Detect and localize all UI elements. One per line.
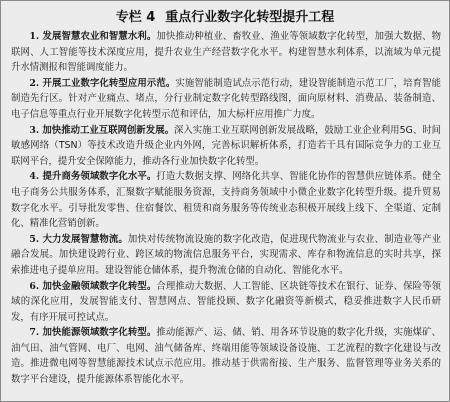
item-text: 推动能源产、运、储、销、用各环节设施的数字化升级，实施煤矿、油气田、油气管网、电厂、电网、油气储备库、终端用能等领域设备设施、工艺流程的数字化建设与改造。推进微电网等智慧能源技术试点示范应用。推动基于供需衔接、生产服务、监督管理等业务关系的数字平台建设，提升能源体系智能化水平。 — [11, 327, 441, 386]
item-text: 深入实施工业互联网创新发展战略，鼓励工业企业利用5G、时间敏感网络（TSN）等技术改造升级企业内外网，完善标识解析体系，打造若干具有国际竞争力的工业互联网平台，提升安全保障能力，推动各行业加快数字化转型。 — [11, 124, 441, 167]
item-lead: 1. 发展智慧农业和智慧水利。 — [29, 31, 157, 42]
list-item — [11, 169, 441, 231]
column-label: 专栏 4 — [115, 9, 156, 25]
item-text: 加快推动种植业、畜牧业、渔业等领域数字化转型，加强大数据、物联网、人工智能等技术深度应用，提升农业生产经营数字化水平。构建智慧水利体系，以流域为单元提升水情测报和智能调度能力。 — [11, 31, 441, 74]
list-item — [11, 279, 441, 326]
item-lead: 7. 加快能源领域数字化转型。 — [29, 327, 157, 339]
item-lead: 6. 加快金融领域数字化转型。 — [29, 280, 157, 292]
item-lead: 4. 提升商务领域数字化水平。 — [29, 171, 157, 183]
list-item — [11, 76, 441, 123]
item-text: 实施智能制造试点示范行动，建设智能制造示范工厂，培育智能制造先行区。针对产业痛点、堵点，分行业制定数字化转型路线图，面向原材料、消费品、装备制造、电子信息等重点行业开展数字化转型示范和评估，加大标杆应用推广力度。 — [11, 77, 441, 120]
item-lead: 2. 开展工业数字化转型应用示范。 — [29, 77, 176, 89]
panel-title: 重点行业数字化转型提升工程 — [165, 9, 335, 25]
item-list — [11, 29, 441, 388]
panel-header — [1, 1, 449, 29]
list-item — [11, 123, 441, 170]
item-text: 加快对传统物流设施的数字化改造，促进现代物流业与农业、制造业等产业融合发展。加快建设跨行业、跨区域的物流信息服务平台，实现需求、库存和物流信息的实时共享，探索推进电子提单应用。建设智能仓储体系，提升物流仓储的自动化、智能化水平。 — [11, 233, 441, 276]
item-text: 打造大数据支撑、网络化共享、智能化协作的智慧供应链体系。健全电子商务公共服务体系，汇聚数字赋能服务资源，支持商务领域中小微企业数字化转型升级。提升贸易数字化水平。引导批发零售、住宿餐饮、租赁和商务服务等传统业态积极开展线上线下、全渠道、定制化、精准化营销创新。 — [11, 171, 441, 230]
item-lead: 3. 加快推动工业互联网创新发展。 — [29, 124, 174, 136]
list-item — [11, 232, 441, 279]
item-lead: 5. 大力发展智慧物流。 — [29, 233, 128, 245]
list-item — [11, 325, 441, 387]
list-item — [11, 29, 441, 76]
item-text: 合理推动大数据、人工智能、区块链等技术在银行、证券、保险等领域的深化应用，发展智能支付、智慧网点、智能投顾、数字化融资等新模式，稳妥推进数字人民币研发，有序开展可控试点。 — [11, 280, 441, 323]
